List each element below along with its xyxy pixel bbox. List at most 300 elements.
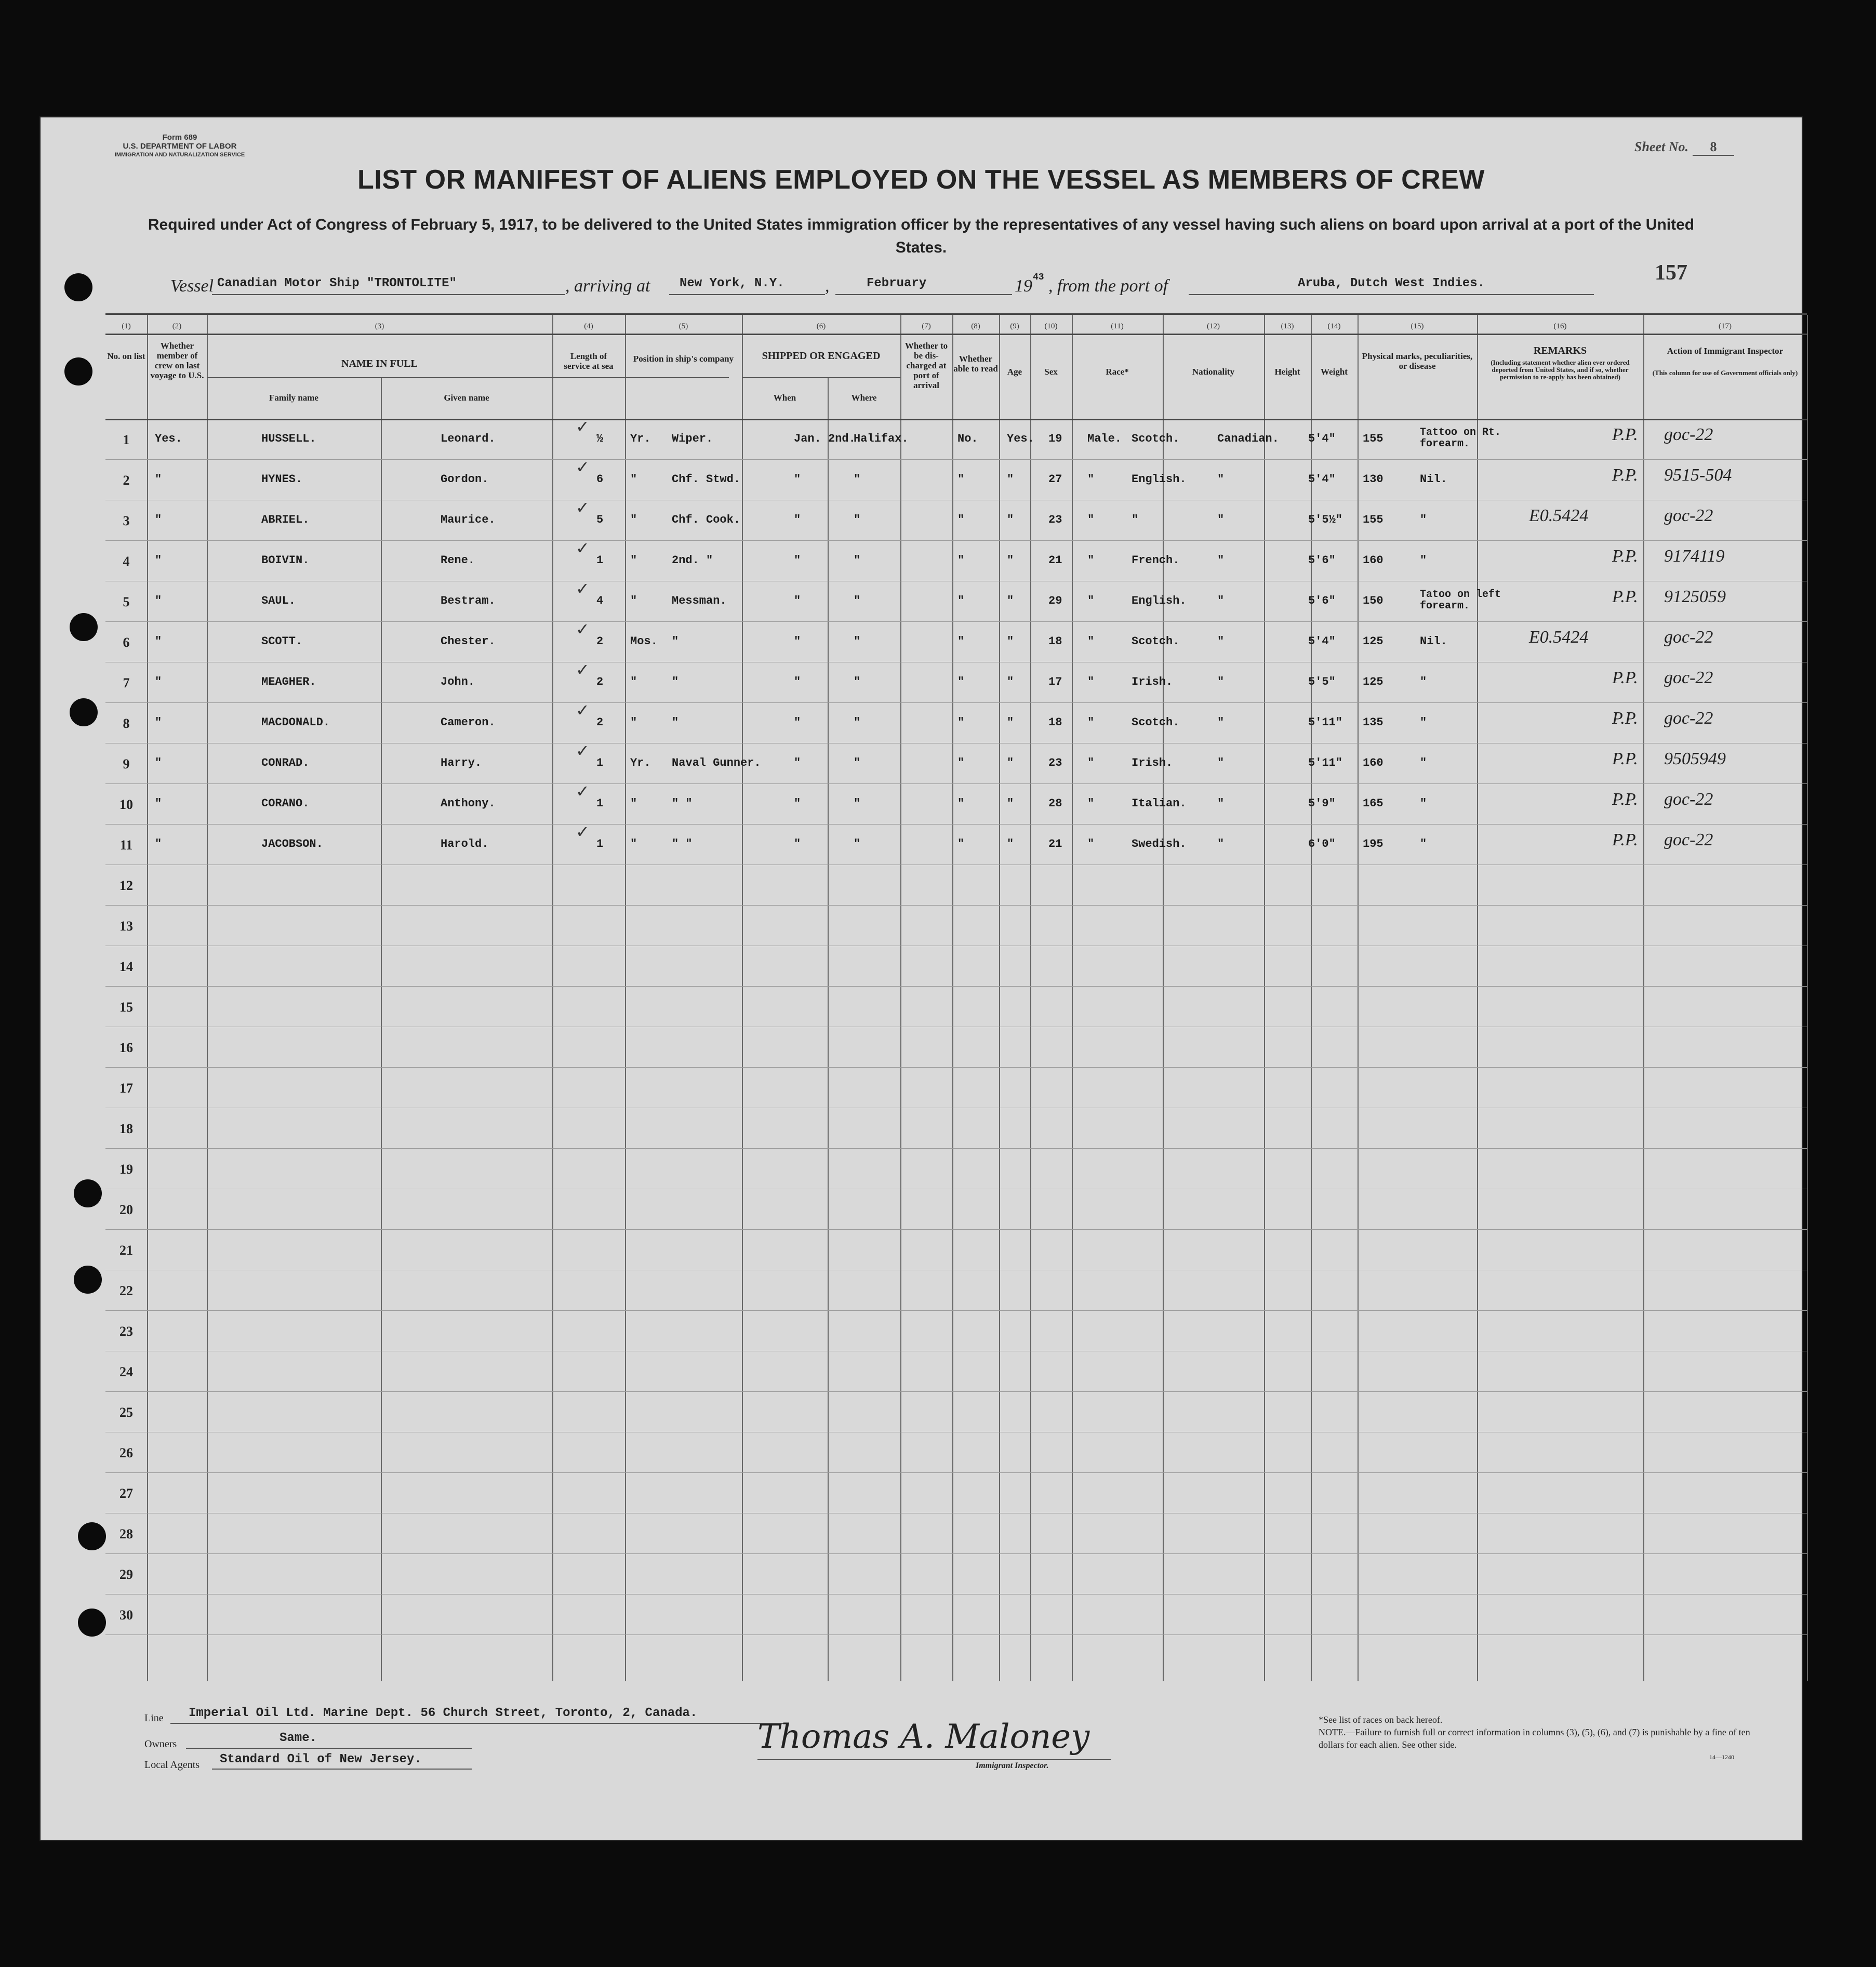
row-age: 18 <box>1048 716 1062 729</box>
row-family-name: JACOBSON. <box>261 838 323 850</box>
row-shipped-where: " <box>854 797 861 810</box>
row-remark: P.P. <box>1612 830 1638 849</box>
header-age: Age <box>1007 367 1022 377</box>
row-race: Swedish. <box>1132 838 1187 850</box>
row-family-name: MEAGHER. <box>261 675 316 688</box>
row-inspector-action: goc-22 <box>1664 506 1713 525</box>
row-remark: P.P. <box>1612 466 1638 485</box>
row-weight: 125 <box>1363 635 1383 648</box>
row-given-name: Gordon. <box>441 473 489 486</box>
row-member-flag: " <box>155 716 162 729</box>
row-given-name: Harold. <box>441 838 489 850</box>
row-nationality: " <box>1217 675 1225 688</box>
row-service-unit: Yr. <box>630 432 651 445</box>
check-mark-icon: ✓ <box>576 579 590 599</box>
row-service-length: 6 <box>596 473 604 486</box>
row-weight: 155 <box>1363 513 1383 526</box>
row-physical-marks: " <box>1420 554 1427 567</box>
row-inspector-action: 9515-504 <box>1664 466 1732 485</box>
row-shipped-when: " <box>794 838 801 850</box>
arrival-month: February <box>867 276 927 290</box>
row-height: 5'4" <box>1308 432 1336 445</box>
row-nationality: " <box>1217 473 1225 486</box>
row-discharged: " <box>957 635 965 648</box>
row-able-read: " <box>1007 838 1014 850</box>
row-able-read: Yes. <box>1007 432 1034 445</box>
race-note: *See list of races on back hereof. <box>1319 1715 1443 1725</box>
row-physical-marks: " <box>1420 675 1427 688</box>
row-position: " " <box>672 797 693 810</box>
row-race: Irish. <box>1132 756 1173 769</box>
row-service-length: 1 <box>596 554 604 567</box>
row-discharged: " <box>957 513 965 526</box>
row-service-unit: " <box>630 554 637 567</box>
row-shipped-where: " <box>854 756 861 769</box>
check-mark-icon: ✓ <box>576 457 590 477</box>
row-member-flag: " <box>155 513 162 526</box>
row-weight: 125 <box>1363 675 1383 688</box>
row-number: 29 <box>119 1567 133 1582</box>
punch-hole <box>70 613 98 641</box>
row-weight: 160 <box>1363 554 1383 567</box>
row-age: 23 <box>1048 513 1062 526</box>
row-member-flag: " <box>155 838 162 850</box>
row-number: 8 <box>123 716 130 731</box>
row-height: 5'4" <box>1308 473 1336 486</box>
row-number: 17 <box>119 1081 133 1096</box>
row-given-name: Bestram. <box>441 594 496 607</box>
row-service-length: 2 <box>596 675 604 688</box>
row-inspector-action: 9174119 <box>1664 547 1725 566</box>
manifest-sheet <box>41 117 1802 1840</box>
row-race: Scotch. <box>1132 716 1180 729</box>
fine-note: NOTE.—Failure to furnish full or correct information in columns (3), (5), (6), and (7) is punishable by a fine of ten dollars for each alien. See other side. <box>1319 1727 1750 1750</box>
row-physical-marks: Tatoo on left forearm. <box>1420 589 1501 612</box>
row-age: 21 <box>1048 838 1062 850</box>
row-race: " <box>1132 513 1139 526</box>
row-family-name: BOIVIN. <box>261 554 310 567</box>
row-physical-marks: Nil. <box>1420 635 1447 648</box>
crew-table: (1) (2) (3) (4) (5) (6) (7) (8) (9) (10) (11) (12) (13) (14) (15) (16) (17) No. on list Whether member of crew on last voyage to U.S. NAME IN FULL Family name Given name Length of service at sea Position in ship's company SHIPPED OR ENGAGED When Where Whether to be dis-charged at port of arrival Whether able to read Age Sex Race* Nationality Height Weight Physical marks, peculiarities, or disease REMARKS (Including statement whether alien ever ordered deported from United States, and if so, whether permission to re-apply has been obtained) Action of Immigrant Inspector (This column for use of Government officials only) 1 2 3 4 5 6 7 8 9 10 11 12 13 14 15 16 17 18 19 20 21 22 23 24 25 26 27 28 29 30 Yes. HUSSELL. Leonard. ½ Yr. Wiper. Jan. 2nd. Halifax. No. Yes. 19 Male. Scotch. Canadian. 5'4" 155 Tattoo on Rt. forearm. ✓ P.P. goc-22 " HYNES. Gordon. 6 " Chf. Stwd. " " " " 27 " English. " 5'4" 130 Nil. ✓ P.P. 9515-504 " ABRIEL. Maurice. 5 " Chf. Cook. " " " " 23 " " " 5'5½" 155 " ✓ E0.5424 goc-22 " BOIVIN. Rene. 1 " 2nd. " " " " " 21 " French. " 5'6" 160 " ✓ P.P. 9174119 " SAUL. Bestram. 4 " Messman. " " " " 29 " English. " 5'6" 150 Tatoo on left forearm. ✓ P.P. 9125059 " SCOTT. Chester. 2 Mos. " " " " " 18 " Scotch. " 5'4" 125 Nil. ✓ E0.5424 goc-22 " MEAGHER. John. 2 " " " " " " 17 " Irish. " 5'5" 125 " ✓ P.P. goc-22 " MACDONALD. Cameron. 2 " " " " " " 18 " Scotch. " 5'11" 135 " ✓ P.P. goc-22 " CONRAD. Harry. 1 Yr. Naval Gunner. " " " " 23 " Irish. " 5'11" 160 " ✓ P.P. 9505949 " CORANO. Anthony. 1 " " " " " " " 28 " Italian. " 5'9" 165 " ✓ P.P. goc-22 " JACOBSON. Harold. 1 " " " " " " " 21 " Swedish. " 6'0" 195 " ✓ P.P. goc-22 <box>105 313 1807 1681</box>
row-race: Irish. <box>1132 675 1173 688</box>
row-sex: " <box>1087 473 1095 486</box>
header-nationality: Nationality <box>1192 367 1235 377</box>
row-able-read: " <box>1007 797 1014 810</box>
punch-hole <box>78 1522 106 1550</box>
row-race: Italian. <box>1132 797 1187 810</box>
punch-hole <box>74 1266 102 1294</box>
row-physical-marks: " <box>1420 716 1427 729</box>
row-age: 28 <box>1048 797 1062 810</box>
row-family-name: ABRIEL. <box>261 513 310 526</box>
row-race: French. <box>1132 554 1180 567</box>
row-shipped-when: " <box>794 675 801 688</box>
row-service-length: 4 <box>596 594 604 607</box>
line-label: Line <box>144 1712 164 1724</box>
row-sex: " <box>1087 675 1095 688</box>
row-weight: 160 <box>1363 756 1383 769</box>
row-service-unit: " <box>630 797 637 810</box>
row-number: 13 <box>119 919 133 934</box>
header-height: Height <box>1274 367 1300 377</box>
header-able-read: Whether able to read <box>953 354 998 374</box>
row-sex: " <box>1087 716 1095 729</box>
header-whether-member: Whether member of crew on last voyage to U.S. <box>150 341 204 380</box>
row-given-name: Leonard. <box>441 432 496 445</box>
punch-hole <box>64 357 92 386</box>
row-service-unit: " <box>630 675 637 688</box>
header-remarks: REMARKS <box>1533 345 1587 356</box>
row-physical-marks: Nil. <box>1420 473 1447 486</box>
print-code: 14—1240 <box>1709 1753 1734 1761</box>
row-age: 18 <box>1048 635 1062 648</box>
punch-hole <box>78 1609 106 1637</box>
row-nationality: " <box>1217 838 1225 850</box>
header-sex: Sex <box>1044 367 1058 377</box>
row-family-name: SAUL. <box>261 594 296 607</box>
row-inspector-action: 9505949 <box>1664 749 1726 768</box>
row-able-read: " <box>1007 716 1014 729</box>
row-nationality: " <box>1217 797 1225 810</box>
row-remark: P.P. <box>1612 587 1638 606</box>
row-member-flag: " <box>155 635 162 648</box>
check-mark-icon: ✓ <box>576 538 590 558</box>
vessel-name: Canadian Motor Ship "TRONTOLITE" <box>217 276 457 290</box>
row-service-unit: " <box>630 838 637 850</box>
row-height: 6'0" <box>1308 838 1336 850</box>
row-nationality: " <box>1217 594 1225 607</box>
row-height: 5'4" <box>1308 635 1336 648</box>
row-shipped-when: " <box>794 756 801 769</box>
row-shipped-when: " <box>794 554 801 567</box>
sheet-number: Sheet No. 8 <box>1634 139 1734 156</box>
row-number: 14 <box>119 959 133 974</box>
punch-hole <box>70 698 98 726</box>
row-height: 5'6" <box>1308 554 1336 567</box>
row-shipped-when: " <box>794 513 801 526</box>
row-family-name: CORANO. <box>261 797 310 810</box>
row-shipped-where: " <box>854 838 861 850</box>
row-physical-marks: " <box>1420 513 1427 526</box>
header-action: Action of Immigrant Inspector <box>1667 346 1784 356</box>
row-number: 20 <box>119 1202 133 1217</box>
header-position: Position in ship's company <box>633 354 734 364</box>
row-number: 12 <box>119 878 133 893</box>
row-able-read: " <box>1007 635 1014 648</box>
row-inspector-action: goc-22 <box>1664 709 1713 728</box>
check-mark-icon: ✓ <box>576 700 590 720</box>
row-able-read: " <box>1007 675 1014 688</box>
header-when: When <box>773 393 796 403</box>
header-weight: Weight <box>1321 367 1348 377</box>
row-service-unit: Yr. <box>630 756 651 769</box>
row-number: 18 <box>119 1121 133 1136</box>
row-given-name: Cameron. <box>441 716 496 729</box>
form-identifier: Form 689 U.S. DEPARTMENT OF LABOR IMMIGRATION AND NATURALIZATION SERVICE <box>114 133 245 158</box>
row-nationality: Canadian. <box>1217 432 1279 445</box>
footnotes <box>1319 1713 1755 1763</box>
row-race: English. <box>1132 473 1187 486</box>
row-number: 11 <box>119 838 133 853</box>
row-number: 25 <box>119 1405 133 1420</box>
row-number: 27 <box>119 1486 133 1501</box>
row-service-unit: " <box>630 716 637 729</box>
row-number: 21 <box>119 1243 133 1258</box>
row-number: 5 <box>123 594 130 609</box>
row-sex: " <box>1087 554 1095 567</box>
row-nationality: " <box>1217 756 1225 769</box>
row-age: 17 <box>1048 675 1062 688</box>
check-mark-icon: ✓ <box>576 822 590 842</box>
row-member-flag: Yes. <box>155 432 182 445</box>
row-sex: " <box>1087 756 1095 769</box>
row-position: Naval Gunner. <box>672 756 761 769</box>
row-height: 5'11" <box>1308 756 1343 769</box>
row-able-read: " <box>1007 756 1014 769</box>
row-given-name: Maurice. <box>441 513 496 526</box>
row-family-name: HUSSELL. <box>261 432 316 445</box>
line-value: Imperial Oil Ltd. Marine Dept. 56 Church Street, Toronto, 2, Canada. <box>189 1706 698 1720</box>
row-shipped-where: " <box>854 513 861 526</box>
check-mark-icon: ✓ <box>576 498 590 517</box>
row-number: 10 <box>119 797 133 812</box>
row-remark: E0.5424 <box>1529 506 1589 525</box>
row-member-flag: " <box>155 554 162 567</box>
check-mark-icon: ✓ <box>576 660 590 680</box>
row-nationality: " <box>1217 513 1225 526</box>
row-physical-marks: " <box>1420 838 1427 850</box>
row-position: " " <box>672 838 693 850</box>
row-family-name: SCOTT. <box>261 635 303 648</box>
row-number: 22 <box>119 1283 133 1298</box>
row-number: 4 <box>123 554 130 569</box>
row-member-flag: " <box>155 675 162 688</box>
row-position: Chf. Stwd. <box>672 473 741 486</box>
form-subtitle: Required under Act of Congress of February 5, 1917, to be delivered to the United States immigration officer by the representatives of any vessel having such aliens on board upon arrival at a port of the United States. <box>148 216 1695 256</box>
row-shipped-where: " <box>854 716 861 729</box>
row-position: Messman. <box>672 594 727 607</box>
row-member-flag: " <box>155 756 162 769</box>
header-discharged: Whether to be dis-charged at port of arrival <box>904 341 948 390</box>
header-shipped: SHIPPED OR ENGAGED <box>762 350 881 362</box>
row-discharged: " <box>957 554 965 567</box>
row-sex: Male. <box>1087 432 1122 445</box>
row-remark: P.P. <box>1612 547 1638 566</box>
agents-label: Local Agents <box>144 1759 200 1771</box>
row-family-name: HYNES. <box>261 473 303 486</box>
row-service-unit: " <box>630 594 637 607</box>
row-number: 28 <box>119 1526 133 1541</box>
row-height: 5'9" <box>1308 797 1336 810</box>
page-stamp: 157 <box>1655 261 1687 285</box>
row-number: 6 <box>123 635 130 650</box>
row-service-length: 1 <box>596 756 604 769</box>
row-sex: " <box>1087 594 1095 607</box>
header-remarks-note: (Including statement whether alien ever ordered deported from United States, and if so, whether permission to re-apply has been obtained) <box>1491 358 1630 381</box>
row-race: Scotch. <box>1132 432 1180 445</box>
row-service-length: 5 <box>596 513 604 526</box>
row-remark: P.P. <box>1612 425 1638 444</box>
row-race: Scotch. <box>1132 635 1180 648</box>
owners-label: Owners <box>144 1738 177 1750</box>
form-title: LIST OR MANIFEST OF ALIENS EMPLOYED ON THE VESSEL AS MEMBERS OF CREW <box>357 165 1485 195</box>
header-where: Where <box>851 393 877 403</box>
row-discharged: " <box>957 594 965 607</box>
row-inspector-action: 9125059 <box>1664 587 1726 606</box>
punch-hole <box>74 1179 102 1207</box>
owners-value: Same. <box>280 1731 317 1745</box>
row-position: 2nd. " <box>672 554 713 567</box>
row-service-length: 2 <box>596 716 604 729</box>
row-given-name: John. <box>441 675 475 688</box>
row-discharged: No. <box>957 432 978 445</box>
row-remark: P.P. <box>1612 668 1638 687</box>
row-shipped-when: " <box>794 716 801 729</box>
row-age: 29 <box>1048 594 1062 607</box>
row-able-read: " <box>1007 594 1014 607</box>
row-shipped-when: " <box>794 594 801 607</box>
row-able-read: " <box>1007 513 1014 526</box>
row-shipped-where: Halifax. <box>854 432 909 445</box>
row-shipped-where: " <box>854 675 861 688</box>
row-number: 7 <box>123 675 130 690</box>
punch-hole <box>64 273 92 301</box>
row-physical-marks: " <box>1420 756 1427 769</box>
row-age: 19 <box>1048 432 1062 445</box>
row-given-name: Rene. <box>441 554 475 567</box>
header-length-service: Length of service at sea <box>564 351 614 371</box>
row-shipped-where: " <box>854 635 861 648</box>
row-inspector-action: goc-22 <box>1664 628 1713 647</box>
row-sex: " <box>1087 635 1095 648</box>
header-race: Race* <box>1106 367 1129 377</box>
row-weight: 135 <box>1363 716 1383 729</box>
row-shipped-when: " <box>794 473 801 486</box>
row-weight: 130 <box>1363 473 1383 486</box>
row-remark: P.P. <box>1612 749 1638 768</box>
row-nationality: " <box>1217 554 1225 567</box>
arrival-year: 43 <box>1033 272 1044 283</box>
check-mark-icon: ✓ <box>576 417 590 436</box>
departure-port: Aruba, Dutch West Indies. <box>1298 276 1485 290</box>
row-given-name: Harry. <box>441 756 482 769</box>
row-number: 2 <box>123 473 130 488</box>
row-physical-marks: " <box>1420 797 1427 810</box>
row-race: English. <box>1132 594 1187 607</box>
row-number: 1 <box>123 432 130 447</box>
row-discharged: " <box>957 797 965 810</box>
vessel-line: Vessel Canadian Motor Ship "TRONTOLITE" , arriving at New York, N.Y. , February 19 43 , from the port of Aruba, Dutch West Indies. <box>212 273 1739 299</box>
row-service-unit: " <box>630 473 637 486</box>
row-discharged: " <box>957 675 965 688</box>
check-mark-icon: ✓ <box>576 781 590 801</box>
row-shipped-when: " <box>794 635 801 648</box>
row-remark: E0.5424 <box>1529 628 1589 647</box>
header-name-in-full: NAME IN FULL <box>341 358 418 369</box>
row-able-read: " <box>1007 554 1014 567</box>
row-discharged: " <box>957 716 965 729</box>
header-physical: Physical marks, peculiarities, or disease <box>1362 351 1473 371</box>
check-mark-icon: ✓ <box>576 741 590 761</box>
row-number: 30 <box>119 1607 133 1623</box>
header-no-on-list: No. on list <box>107 351 145 361</box>
row-discharged: " <box>957 838 965 850</box>
row-shipped-when: Jan. 2nd. <box>794 432 856 445</box>
row-remark: P.P. <box>1612 709 1638 728</box>
row-shipped-where: " <box>854 473 861 486</box>
row-nationality: " <box>1217 716 1225 729</box>
row-shipped-where: " <box>854 554 861 567</box>
row-service-unit: " <box>630 513 637 526</box>
row-able-read: " <box>1007 473 1014 486</box>
row-member-flag: " <box>155 797 162 810</box>
row-height: 5'11" <box>1308 716 1343 729</box>
row-sex: " <box>1087 838 1095 850</box>
row-discharged: " <box>957 473 965 486</box>
row-service-unit: Mos. <box>630 635 658 648</box>
arrival-port: New York, N.Y. <box>680 276 784 290</box>
row-age: 23 <box>1048 756 1062 769</box>
row-service-length: ½ <box>596 432 604 445</box>
check-mark-icon: ✓ <box>576 619 590 639</box>
row-number: 16 <box>119 1040 133 1055</box>
row-weight: 165 <box>1363 797 1383 810</box>
row-number: 9 <box>123 756 130 772</box>
row-service-length: 1 <box>596 797 604 810</box>
header-given-name: Given name <box>444 393 489 403</box>
row-inspector-action: goc-22 <box>1664 668 1713 687</box>
row-position: Wiper. <box>672 432 713 445</box>
row-shipped-where: " <box>854 594 861 607</box>
row-position: " <box>672 675 679 688</box>
row-sex: " <box>1087 513 1095 526</box>
row-given-name: Chester. <box>441 635 496 648</box>
row-inspector-action: goc-22 <box>1664 425 1713 444</box>
row-inspector-action: goc-22 <box>1664 790 1713 809</box>
row-position: " <box>672 635 679 648</box>
row-family-name: CONRAD. <box>261 756 310 769</box>
header-action-note: (This column for use of Government officials only) <box>1652 369 1798 377</box>
row-discharged: " <box>957 756 965 769</box>
row-number: 26 <box>119 1445 133 1460</box>
row-given-name: Anthony. <box>441 797 496 810</box>
signature-caption: Immigrant Inspector. <box>976 1761 1049 1770</box>
row-family-name: MACDONALD. <box>261 716 330 729</box>
row-remark: P.P. <box>1612 790 1638 809</box>
row-weight: 155 <box>1363 432 1383 445</box>
row-number: 24 <box>119 1364 133 1379</box>
row-height: 5'5" <box>1308 675 1336 688</box>
row-weight: 195 <box>1363 838 1383 850</box>
inspector-signature: Thomas A. Maloney <box>757 1718 1090 1756</box>
row-nationality: " <box>1217 635 1225 648</box>
row-number: 23 <box>119 1324 133 1339</box>
row-number: 15 <box>119 1000 133 1015</box>
row-height: 5'6" <box>1308 594 1336 607</box>
row-member-flag: " <box>155 473 162 486</box>
row-service-length: 1 <box>596 838 604 850</box>
row-number: 19 <box>119 1162 133 1177</box>
row-position: Chf. Cook. <box>672 513 741 526</box>
row-number: 3 <box>123 513 130 528</box>
row-age: 21 <box>1048 554 1062 567</box>
row-age: 27 <box>1048 473 1062 486</box>
row-sex: " <box>1087 797 1095 810</box>
row-member-flag: " <box>155 594 162 607</box>
row-position: " <box>672 716 679 729</box>
row-physical-marks: Tattoo on Rt. forearm. <box>1420 427 1501 450</box>
row-height: 5'5½" <box>1308 513 1343 526</box>
